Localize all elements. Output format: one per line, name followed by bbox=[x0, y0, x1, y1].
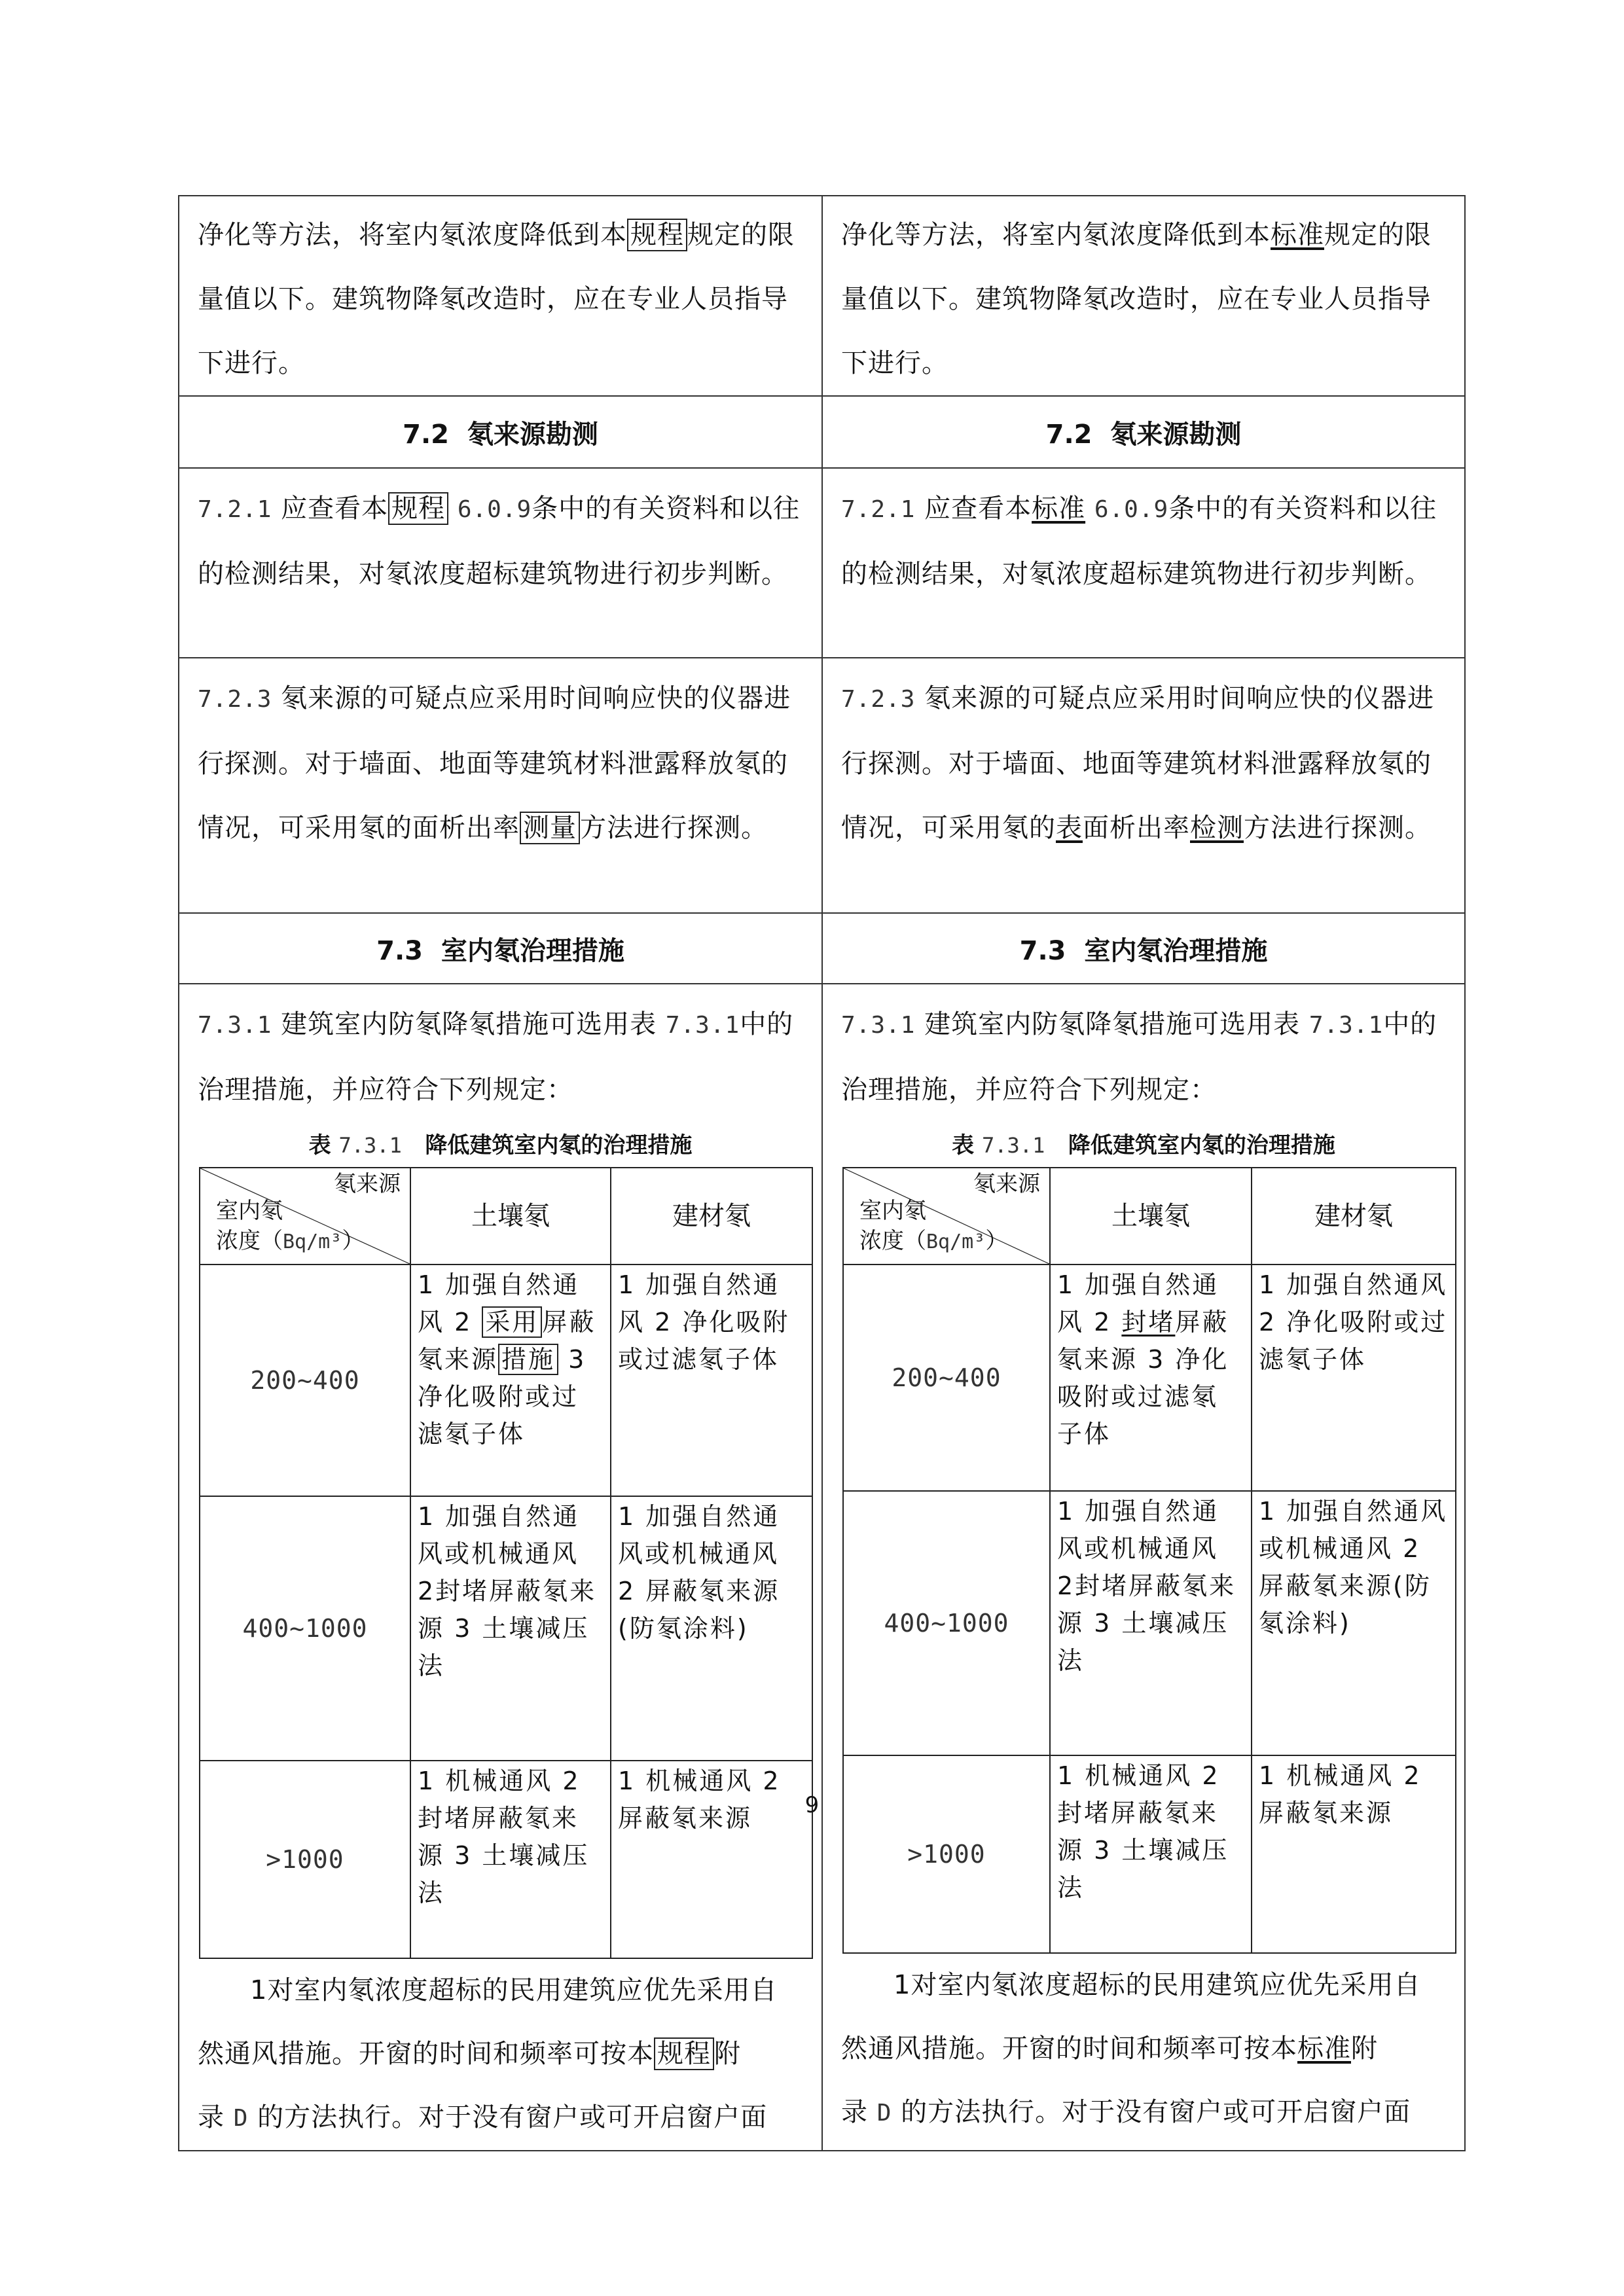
right-intro-cell bbox=[822, 196, 1465, 396]
left-clause-7-2-1-cell bbox=[179, 468, 822, 658]
left-clause-7-3-1-cell bbox=[179, 984, 822, 2151]
material-measures-cell: 1 机械通风 2 屏蔽氡来源 bbox=[1252, 1755, 1456, 1953]
diagonal-header-cell bbox=[843, 1168, 1050, 1265]
right-intro-text: 净化等方法，将室内氡浓度降低到本标准规定的限量值以下。建筑物降氡改造时，应在专业人员指导下进行。 bbox=[841, 220, 1432, 378]
boxed-term: 规程 bbox=[654, 2037, 714, 2070]
left-clause-7-3-1: 7.3.1 建筑室内防氡降氡措施可选用表 7.3.1中的治理措施，并应符合下列规定： bbox=[198, 1009, 794, 1105]
page-number: 9 bbox=[804, 1792, 820, 1818]
left-table-caption: 表 7.3.1 降低建筑室内氡的治理措施 bbox=[308, 1132, 693, 1158]
left-note-1: 1对室内氡浓度超标的民用建筑应优先采用自然通风措施。开窗的时间和频率可按本 规程 附录 D 的方法执行。对于没有窗户或可开启窗户面 bbox=[198, 1975, 778, 2132]
header-concentration-label: 室内氡 浓度（Bq/m³） bbox=[216, 1198, 365, 1254]
boxed-term: 措施 bbox=[498, 1344, 558, 1375]
header-material-radon: 建材氡 bbox=[611, 1168, 812, 1265]
left-clause-7-2-3-cell bbox=[179, 658, 822, 913]
soil-measures-cell: 1 加强自然通风 2 封堵屏蔽氡来源 3 净化吸附或过滤氡子体 bbox=[1050, 1265, 1252, 1491]
header-source-label: 氡来源 bbox=[973, 1171, 1040, 1197]
header-soil-radon: 土壤氡 bbox=[1050, 1168, 1252, 1265]
right-table-caption: 表 7.3.1 降低建筑室内氡的治理措施 bbox=[952, 1132, 1335, 1158]
header-source-label: 氡来源 bbox=[334, 1171, 401, 1197]
right-clause-7-2-1: 7.2.1 应查看本标准 6.0.9条中的有关资料和以往的检测结果，对氡浓度超标建筑物进行初步判断。 bbox=[841, 493, 1437, 589]
underlined-term: 表 bbox=[1056, 813, 1083, 843]
underlined-term: 检测 bbox=[1190, 813, 1244, 843]
left-intro-cell bbox=[179, 196, 822, 396]
right-section-7-2-heading: 7.2 氡来源勘测 bbox=[822, 396, 1465, 468]
comparison-table bbox=[178, 195, 1466, 2151]
boxed-term: 规程 bbox=[388, 492, 448, 525]
left-section-7-2-heading: 7.2 氡来源勘测 bbox=[179, 396, 822, 468]
left-clause-7-2-1: 7.2.1 应查看本 规程 6.0.9条中的有关资料和以往的检测结果，对氡浓度超标建筑物进行初步判断。 bbox=[198, 493, 801, 589]
soil-measures-cell: 1 加强自然通风或机械通风 2封堵屏蔽氡来源 3 土壤减压法 bbox=[410, 1496, 611, 1761]
underlined-term: 标准 bbox=[1297, 2034, 1351, 2064]
material-measures-cell: 1 加强自然通风或机械通风 2 屏蔽氡来源(防氡涂料) bbox=[1252, 1491, 1456, 1755]
material-measures-cell: 1 加强自然通风或机械通风 2 屏蔽氡来源(防氡涂料) bbox=[611, 1496, 812, 1761]
material-measures-cell: 1 加强自然通风 2 净化吸附或过滤氡子体 bbox=[1252, 1265, 1456, 1491]
right-note-1: 1对室内氡浓度超标的民用建筑应优先采用自然通风措施。开窗的时间和频率可按本标准附录 D 的方法执行。对于没有窗户或可开启窗户面 bbox=[841, 1970, 1421, 2127]
soil-measures-cell: 1 机械通风 2 封堵屏蔽氡来源 3 土壤减压法 bbox=[1050, 1755, 1252, 1953]
range-cell: 400~1000 bbox=[843, 1491, 1050, 1755]
header-soil-radon: 土壤氡 bbox=[410, 1168, 611, 1265]
right-section-7-3-heading: 7.3 室内氡治理措施 bbox=[822, 913, 1465, 984]
soil-measures-cell: 1 机械通风 2 封堵屏蔽氡来源 3 土壤减压法 bbox=[410, 1761, 611, 1958]
boxed-term: 采用 bbox=[482, 1306, 542, 1338]
underlined-term: 标准 bbox=[1032, 493, 1086, 524]
material-measures-cell: 1 机械通风 2 屏蔽氡来源 bbox=[611, 1761, 812, 1958]
right-clause-7-2-3-cell bbox=[822, 658, 1465, 913]
left-clause-7-2-3: 7.2.3 氡来源的可疑点应采用时间响应快的仪器进行探测。对于墙面、地面等建筑材料泄露释放氡的情况，可采用氡的面析出率 测量 方法进行探测。 bbox=[198, 683, 791, 843]
range-cell: >1000 bbox=[843, 1755, 1050, 1953]
right-clause-7-2-3: 7.2.3 氡来源的可疑点应采用时间响应快的仪器进行探测。对于墙面、地面等建筑材料泄露释放氡的情况，可采用氡的表面析出率检测方法进行探测。 bbox=[841, 683, 1435, 843]
boxed-term: 测量 bbox=[520, 812, 580, 844]
soil-measures-cell: 1 加强自然通风 2 采用 屏蔽氡来源 措施 3 净化吸附或过滤氡子体 bbox=[410, 1265, 611, 1496]
left-intro-text: 净化等方法，将室内氡浓度降低到本 规程 规定的限量值以下。建筑物降氡改造时，应在专业人员指导下进行。 bbox=[198, 220, 795, 378]
underlined-term: 封堵 bbox=[1121, 1308, 1176, 1336]
boxed-term: 规程 bbox=[627, 219, 687, 251]
right-clause-7-2-1-cell bbox=[822, 468, 1465, 658]
header-concentration-label: 室内氡 浓度（Bq/m³） bbox=[859, 1198, 1008, 1254]
right-clause-7-3-1: 7.3.1 建筑室内防氡降氡措施可选用表 7.3.1中的治理措施，并应符合下列规定： bbox=[841, 1009, 1437, 1105]
soil-measures-cell: 1 加强自然通风或机械通风 2封堵屏蔽氡来源 3 土壤减压法 bbox=[1050, 1491, 1252, 1755]
diagonal-header-cell bbox=[200, 1168, 410, 1265]
range-cell: 200~400 bbox=[200, 1265, 410, 1496]
left-mitigation-table bbox=[199, 1167, 813, 1959]
range-cell: 200~400 bbox=[843, 1265, 1050, 1491]
right-mitigation-table bbox=[842, 1167, 1456, 1954]
right-clause-7-3-1-cell bbox=[822, 984, 1465, 2151]
underlined-term: 标准 bbox=[1271, 220, 1324, 250]
header-material-radon: 建材氡 bbox=[1252, 1168, 1456, 1265]
range-cell: >1000 bbox=[200, 1761, 410, 1958]
left-section-7-3-heading: 7.3 室内氡治理措施 bbox=[179, 913, 822, 984]
material-measures-cell: 1 加强自然通风 2 净化吸附或过滤氡子体 bbox=[611, 1265, 812, 1496]
range-cell: 400~1000 bbox=[200, 1496, 410, 1761]
